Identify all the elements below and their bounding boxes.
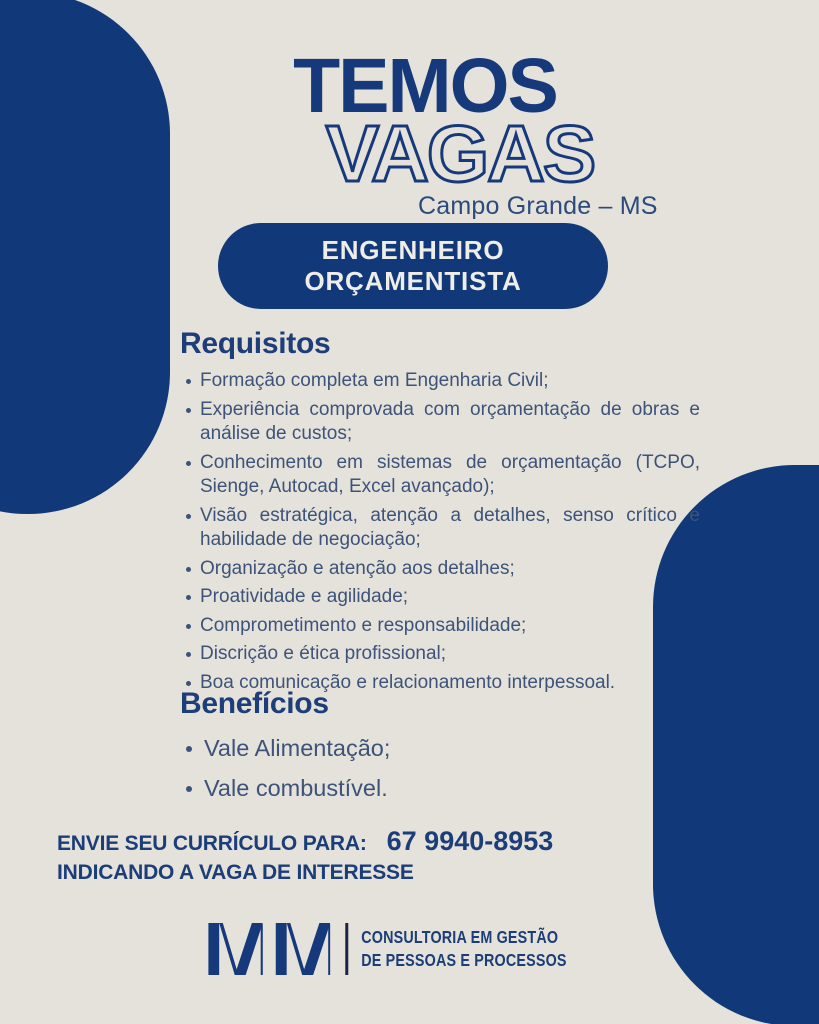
requirement-item: Conhecimento em sistemas de orçamentação (TCPO, Sienge, Autocad, Excel avançado); (180, 451, 700, 500)
requirements-list (180, 369, 700, 699)
benefit-item: Vale combustível. (180, 773, 660, 804)
benefits-heading: Benefícios (180, 687, 329, 720)
contact-label: ENVIE SEU CURRÍCULO PARA: (57, 832, 367, 855)
poster-title-vagas-outline: VAGAS (325, 109, 595, 198)
requirement-item: Formação completa em Engenharia Civil; (180, 369, 700, 394)
contact-line1 (57, 826, 553, 857)
footer-brand (208, 923, 611, 975)
mm-logo-icon (208, 923, 330, 975)
requirements-heading: Requisitos (180, 327, 331, 360)
contact-block (57, 826, 553, 885)
decorative-capsule-top-left (0, 0, 170, 514)
role-badge (218, 223, 608, 309)
footer-tagline-line1: CONSULTORIA EM GESTÃO (360, 927, 558, 947)
role-badge-line2: ORÇAMENTISTA (304, 266, 522, 296)
footer-divider (345, 923, 348, 975)
requirement-item: Organização e atenção aos detalhes; (180, 557, 700, 582)
benefits-list (180, 733, 660, 813)
requirement-item: Discrição e ética profissional; (180, 642, 700, 667)
location-text: Campo Grande – MS (418, 192, 658, 220)
role-badge-line1: ENGENHEIRO (321, 235, 505, 265)
requirement-item: Visão estratégica, atenção a detalhes, senso crítico e habilidade de negociação; (180, 504, 700, 553)
contact-line2: INDICANDO A VAGA DE INTERESSE (57, 861, 414, 884)
requirement-item: Experiência comprovada com orçamentação de obras e análise de custos; (180, 398, 700, 447)
footer-tagline-line2: DE PESSOAS E PROCESSOS (360, 950, 567, 970)
benefit-item: Vale Alimentação; (180, 733, 660, 764)
footer-tagline (361, 926, 566, 972)
poster-title-temos: TEMOS (293, 43, 557, 129)
contact-phone-number: 67 9940-8953 (386, 826, 554, 856)
requirement-item: Boa comunicação e relacionamento interpessoal. (180, 671, 700, 696)
requirement-item: Comprometimento e responsabilidade; (180, 614, 700, 639)
requirement-item: Proatividade e agilidade; (180, 585, 700, 610)
